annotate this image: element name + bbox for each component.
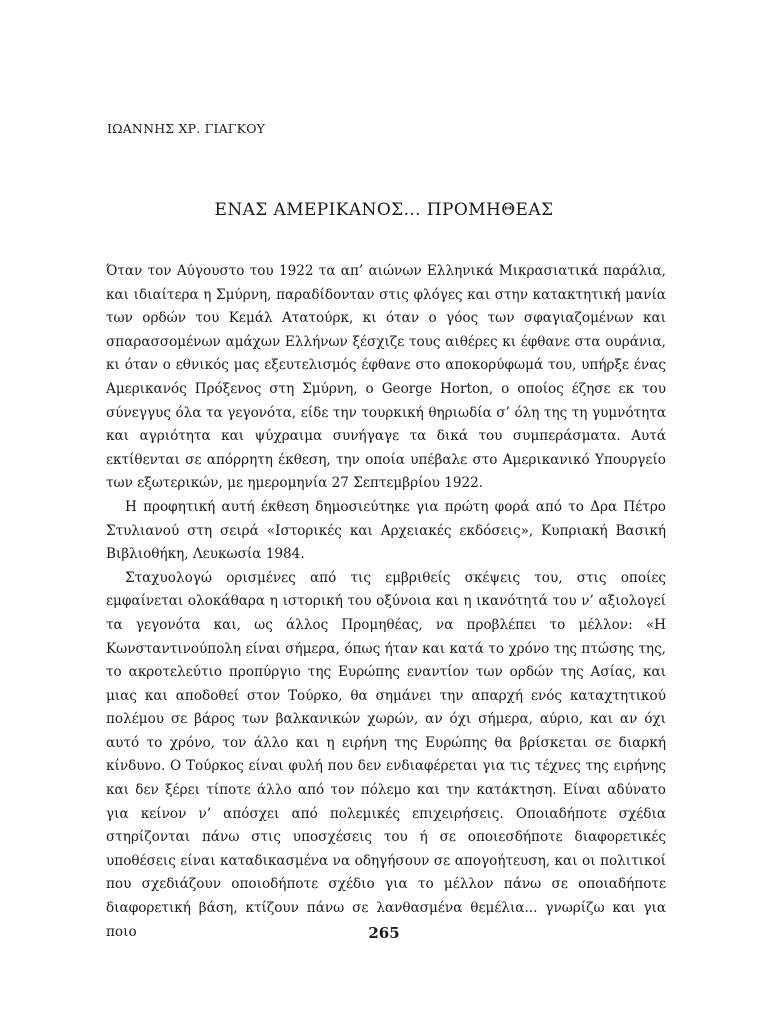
paragraph: Η προφητική αυτή έκθεση δημοσιεύτηκε για πρώτη φορά από το Δρα Πέτρο Στυλιανού στη σειρά «Ιστορικές και Αρχειακές εκδόσεις», Κυπριακή Βασική Βιβλιοθήκη, Λευκωσία 1984. [106,498,666,563]
page-number: 265 [368,924,400,942]
paragraph: Σταχυολογώ ορισμένες από τις εμβριθείς σκέψεις του, στις οποίες εμφαίνεται ολοκάθαρα η ιστορική του οξύνοια και η ικανότητά του ν’ αξιολογεί τα γεγονότα και, ως άλλος Προμηθέας, να προβλέπει το μέλλον: «Η Κωνσταντινούπολη είναι σήμερα, όπως ήταν και κατά το χρόνο της πτώσης της, το ακροτελεύτιο προπύργιο της Ευρώπης εναντίον των ορδών της Ασίας, και μιας και αποδοθεί στον Τούρκο, θα σημάνει την απαρχή ενός καταχτητικού πολέμου σε βάρος των βαλκανικών χωρών, αν όχι σήμερα, αύριο, και αν όχι αυτό το χρόνο, τον άλλο και η ειρήνη της Ευρώπης θα βρίσκεται σε διαρκή κίνδυνο. Ο Τούρκος είναι φυλή που δεν ενδιαφέρεται για τις τέχνες της ειρήνης και δεν ξέρει τίποτε άλλο από τον πόλεμο και την κατάκτηση. Είναι αδύνατο για κείνον ν’ απόσχει από πολεμικές επιχειρήσεις. Οποιαδήποτε σχέδια στηρίζονται πάνω στις υποσχέσεις του ή σε οποιεσδήποτε διαφορετικές υποθέσεις είναι καταδικασμένα να οδηγήσουν σε απογοήτευση, και οι πολιτικοί που σχεδιάζουν οποιοδήποτε σχέδιο για το μέλλον πάνω σε οποιαδήποτε διαφορετική βάση, κτίζουν πάνω σε λανθασμένα θεμέλια... γνωρίζω και για ποιο [106,569,666,940]
article-title: ΕΝΑΣ ΑΜΕΡΙΚΑΝΟΣ... ΠΡΟΜΗΘΕΑΣ [214,200,554,220]
author-name: ΙΩΑΝΝΗΣ ΧΡ. ΓΙΑΓΚΟΥ [107,121,266,136]
article-body [106,260,666,944]
paragraph: Όταν τον Αύγουστο του 1922 τα απ’ αιώνων Ελληνικά Μικρασιατικά παράλια, και ιδιαίτερα η Σμύρνη, παραδίδονταν στις φλόγες και στην κατακτητική μανία των ορδών του Κεμάλ Ατατούρκ, κι όταν ο γόος των σφαγιαζομένων και σπαρασσομένων αμάχων Ελλήνων ξέσχιζε τους αιθέρες κι έφθανε στα ουράνια, κι όταν ο εθνικός μας εξευτελισμός έφθανε στο αποκορύφωμά του, υπήρξε ένας Αμερικανός Πρόξενος στη Σμύρνη, ο George Horton, ο οποίος έζησε εκ του σύνεγγυς όλα τα γεγονότα, είδε την τουρκική θηριωδία σ’ όλη της τη γυμνότητα και αγριότητα και ψύχραιμα συνήγαγε τα δικά του συμπεράσματα. Αυτά εκτίθενται σε απόρρητη έκθεση, την οποία υπέβαλε στο Αμερικανικό Υπουργείο των εξωτερικών, με ημερομηνία 27 Σεπτεμβρίου 1922. [106,263,666,492]
